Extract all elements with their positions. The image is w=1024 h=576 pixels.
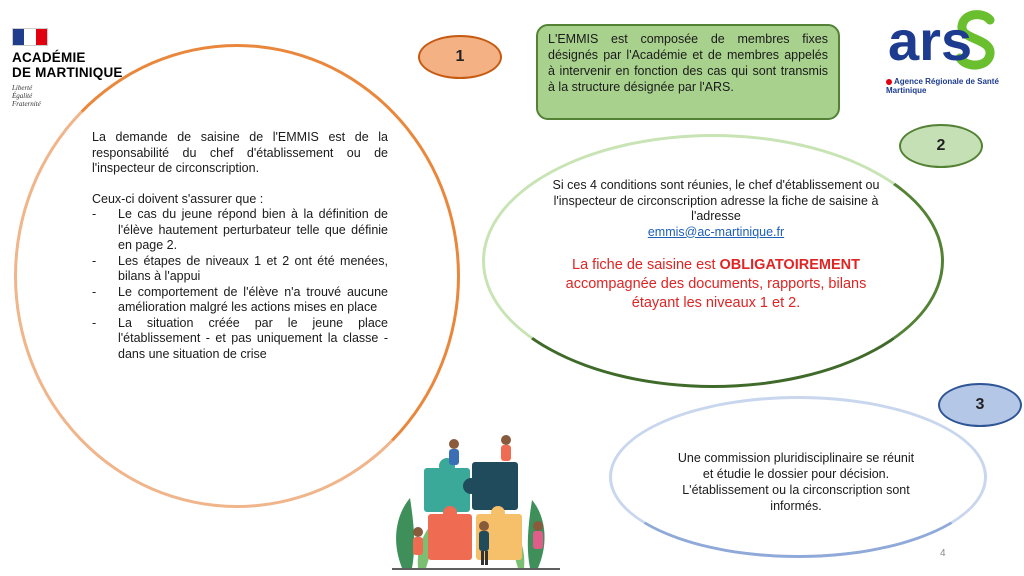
ars-logo-mark-icon	[886, 10, 1016, 72]
condition-item: - Les étapes de niveaux 1 et 2 ont été menées, bilans à l'appui	[92, 254, 388, 285]
academie-name-line2: DE MARTINIQUE	[12, 65, 123, 80]
leaf-icon	[396, 498, 414, 568]
warning-text-end: accompagnée des documents, rapports, bilans étayant les niveaux 1 et 2.	[565, 276, 867, 311]
email-link[interactable]: emmis@ac-martinique.fr	[647, 224, 785, 239]
puzzle-teamwork-illustration	[388, 428, 564, 572]
person-icon	[449, 439, 459, 449]
condition-item: - Le cas du jeune répond bien à la définition de l'élève hautement perturbateur telle que définie en page 2.	[92, 207, 388, 254]
french-flag-icon	[12, 28, 48, 46]
step-1-lead: Ceux-ci doivent s'assurer que :	[92, 191, 264, 206]
motto-liberte: Liberté	[12, 84, 33, 92]
puzzle-piece-teal	[424, 468, 470, 512]
page-number: 4	[940, 548, 946, 559]
academie-name-line1: ACADÉMIE	[12, 50, 86, 65]
conditions-list	[92, 207, 388, 362]
person-icon	[413, 527, 423, 537]
ars-subtitle: Agence Régionale de Santé	[894, 77, 999, 86]
step-2-content	[548, 178, 884, 313]
step-2-text: Si ces 4 conditions sont réunies, le chef d'établissement ou l'inspecteur de circonscription adresse la fiche de saisine à l'adresse	[552, 178, 880, 223]
puzzle-piece-coral	[428, 514, 472, 560]
person-icon	[533, 521, 543, 531]
warning-text-start: La fiche de saisine est	[572, 257, 720, 273]
motto-fraternite: Fraternité	[12, 100, 41, 108]
step-1-badge: 1	[418, 35, 502, 79]
condition-item: - La situation créée par le jeune place l'établissement - et pas uniquement la classe - dans une situation de crise	[92, 316, 388, 363]
step-1-intro: La demande de saisine de l'EMMIS est de la responsabilité du chef d'établissement ou de l'inspecteur de circonscription.	[92, 130, 388, 175]
ars-name: ars	[888, 10, 973, 72]
step-3-badge: 3	[938, 383, 1022, 427]
step-3-content	[672, 450, 920, 514]
ars-region: Martinique	[886, 86, 927, 95]
condition-item: - Le comportement de l'élève n'a trouvé aucune amélioration malgré les actions mises en place	[92, 285, 388, 316]
step-1-content	[92, 130, 388, 362]
warning-emphasis: OBLIGATOIREMENT	[719, 257, 860, 273]
step-2-badge: 2	[899, 124, 983, 168]
mandatory-warning	[548, 256, 884, 313]
person-icon	[479, 521, 489, 531]
ars-dot-icon	[886, 79, 892, 85]
person-icon	[501, 435, 511, 445]
step-3-text: Une commission pluridisciplinaire se réunit et étudie le dossier pour décision. L'établissement ou la circonscription sont informés.	[677, 451, 915, 513]
note-text: L'EMMIS est composée de membres fixes désignés par l'Académie et de membres appelés à intervenir en fonction des cas qui sont transmis à la structure désignée par l'ARS.	[548, 32, 828, 94]
ars-logo	[886, 10, 1016, 95]
emmis-composition-note	[536, 24, 840, 120]
motto-egalite: Égalité	[12, 92, 33, 100]
